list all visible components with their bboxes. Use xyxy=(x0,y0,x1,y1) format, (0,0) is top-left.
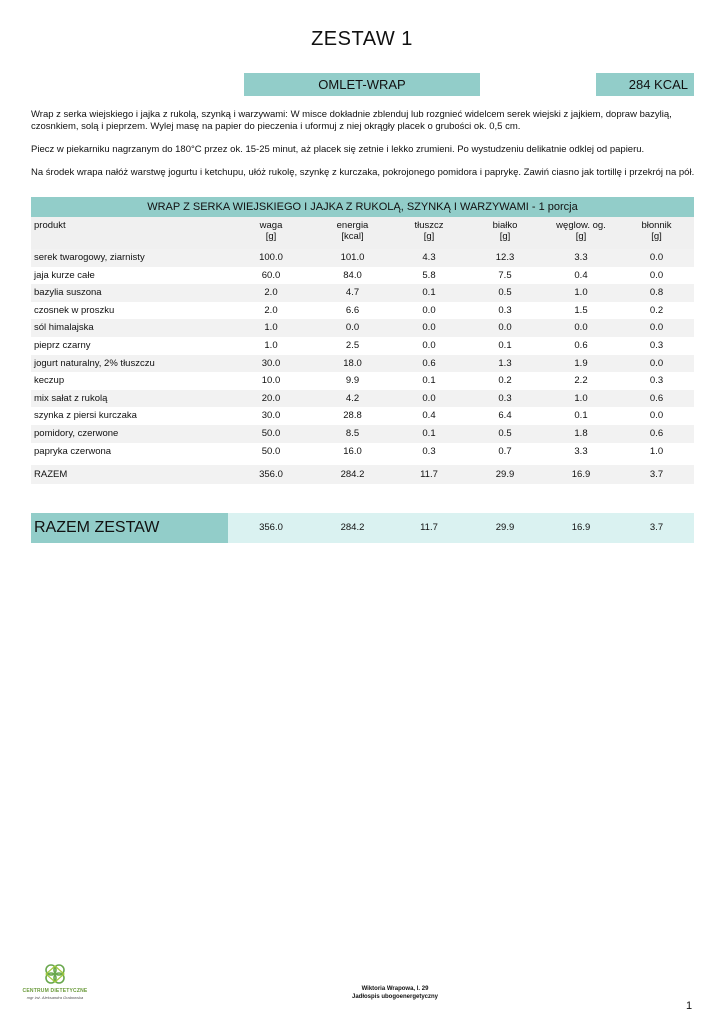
value-cell: 0.3 xyxy=(498,304,512,316)
product-cell: serek twarogowy, ziarnisty xyxy=(34,252,145,263)
value-cell: 18.0 xyxy=(343,357,362,369)
product-cell: czosnek w proszku xyxy=(34,304,115,316)
header-cell: tłuszcz [g] xyxy=(414,220,444,242)
table-row xyxy=(31,249,694,267)
table-row xyxy=(31,407,694,425)
value-cell: 0.6 xyxy=(422,357,436,369)
meal-kcal-label: 284 KCAL xyxy=(596,73,694,96)
header-cell: błonnik [g] xyxy=(641,220,672,242)
value-cell: 1.0 xyxy=(649,445,664,457)
value-cell: 0.6 xyxy=(649,392,664,404)
value-cell: 6.4 xyxy=(498,410,512,422)
instruction-paragraph: Na środek wrapa nałóż warstwę jogurtu i ketchupu, ułóż rukolę, szynkę z kurczaka, pokrojonego pomidora i paprykę. Zawiń ciasno jak tortillę i przekrój na pół. xyxy=(31,167,695,178)
product-cell: mix sałat z rukolą xyxy=(34,392,108,404)
instructions xyxy=(31,109,695,190)
total-cell: 16.9 xyxy=(571,522,591,533)
value-cell: 84.0 xyxy=(343,269,362,281)
product-cell: pieprz czarny xyxy=(34,339,91,351)
recipe-table xyxy=(31,197,694,484)
sum-cell: 284.2 xyxy=(340,469,365,481)
value-cell: 0.3 xyxy=(498,392,512,404)
product-cell: papryka czerwona xyxy=(34,445,112,457)
product-cell: jogurt naturalny, 2% tłuszczu xyxy=(34,357,155,369)
value-cell: 20.0 xyxy=(261,392,281,404)
meal-name-label: OMLET-WRAP xyxy=(244,73,480,96)
logo-signature: mgr inż. Aleksandra Grabowska xyxy=(26,995,84,1000)
product-cell: szynka z piersi kurczaka xyxy=(34,410,137,422)
value-cell: 0.0 xyxy=(649,322,664,334)
sum-cell: 16.9 xyxy=(571,469,591,481)
table-row xyxy=(31,390,694,408)
sum-cell: RAZEM xyxy=(34,469,68,481)
value-cell: 0.1 xyxy=(422,287,436,299)
instruction-paragraph: Piecz w piekarniku nagrzanym do 180°C przez ok. 15-25 minut, aż placek się zetnie i lekko zrumieni. Po wystudzeniu delikatnie odklej od papieru. xyxy=(31,144,645,155)
table-row xyxy=(31,425,694,443)
value-cell: 0.3 xyxy=(422,445,436,457)
value-cell: 6.6 xyxy=(345,304,360,316)
footer-plan: Jadłospis ubogoenergetyczny xyxy=(351,994,439,1000)
value-cell: 0.3 xyxy=(649,339,664,351)
table-row xyxy=(31,267,694,285)
value-cell: 0.0 xyxy=(345,322,360,334)
header-cell: produkt xyxy=(34,220,66,231)
value-cell: 100.0 xyxy=(259,252,283,263)
value-cell: 0.2 xyxy=(498,375,512,387)
value-cell: 2.0 xyxy=(264,304,278,316)
value-cell: 0.0 xyxy=(422,339,436,351)
total-cell: 3.7 xyxy=(649,522,664,533)
value-cell: 28.8 xyxy=(343,410,362,422)
value-cell: 0.4 xyxy=(574,269,588,281)
table-row xyxy=(31,443,694,461)
value-cell: 12.3 xyxy=(495,252,515,263)
value-cell: 1.5 xyxy=(574,304,588,316)
value-cell: 0.0 xyxy=(649,252,664,263)
value-cell: 0.0 xyxy=(422,322,436,334)
value-cell: 0.0 xyxy=(422,392,436,404)
recipe-title: WRAP Z SERKA WIEJSKIEGO I JAJKA Z RUKOLĄ, SZYNKĄ I WARZYWAMI - 1 porcja xyxy=(31,197,694,217)
value-cell: 0.6 xyxy=(574,339,588,351)
product-cell: pomidory, czerwone xyxy=(34,427,119,439)
value-cell: 0.4 xyxy=(422,410,436,422)
value-cell: 0.3 xyxy=(649,375,664,387)
value-cell: 1.0 xyxy=(264,322,278,334)
value-cell: 0.0 xyxy=(574,322,588,334)
value-cell: 50.0 xyxy=(261,445,281,457)
value-cell: 5.8 xyxy=(422,269,436,281)
value-cell: 0.2 xyxy=(649,304,664,316)
value-cell: 0.0 xyxy=(498,322,512,334)
table-row xyxy=(31,302,694,320)
product-cell: keczup xyxy=(34,375,65,387)
knot-logo-icon xyxy=(42,962,68,986)
value-cell: 1.9 xyxy=(574,357,588,369)
header-cell: węglow. og. [g] xyxy=(556,220,606,242)
value-cell: 101.0 xyxy=(340,252,365,263)
value-cell: 0.0 xyxy=(649,269,664,281)
value-cell: 0.6 xyxy=(649,427,664,439)
set-total-row xyxy=(31,513,694,543)
table-row xyxy=(31,319,694,337)
table-row xyxy=(31,284,694,302)
footer-patient: Wiktoria Wrapowa, l. 29 xyxy=(361,986,429,992)
value-cell: 3.3 xyxy=(574,252,588,263)
header-cell: energia [kcal] xyxy=(336,220,369,242)
value-cell: 4.3 xyxy=(422,252,436,263)
value-cell: 7.5 xyxy=(498,269,512,281)
header-cell: waga [g] xyxy=(259,220,283,242)
value-cell: 8.5 xyxy=(345,427,360,439)
sum-cell: 356.0 xyxy=(259,469,283,481)
sum-cell: 29.9 xyxy=(495,469,515,481)
total-cell: 29.9 xyxy=(495,522,515,533)
logo xyxy=(20,962,90,1000)
value-cell: 30.0 xyxy=(261,410,281,422)
set-total-label: RAZEM ZESTAW xyxy=(31,513,228,543)
value-cell: 0.7 xyxy=(498,445,512,457)
value-cell: 1.0 xyxy=(264,339,278,351)
value-cell: 10.0 xyxy=(261,375,281,387)
total-cell: 11.7 xyxy=(420,522,438,533)
product-cell: bazylia suszona xyxy=(34,287,102,299)
table-body xyxy=(31,249,694,460)
value-cell: 0.0 xyxy=(649,357,664,369)
instruction-paragraph: Wrap z serka wiejskiego i jajka z rukolą, szynką i warzywami: W misce dokładnie zblenduj lub rozgnieć widelcem serek wiejski z jajkiem, dopraw bazylią, czosnkiem, solą i pieprzem. Wylej masę na papier do pieczenia i uformuj z niej okrągły placek o grubości ok. 0,5 cm. xyxy=(31,109,672,132)
value-cell: 0.1 xyxy=(574,410,588,422)
value-cell: 0.8 xyxy=(649,287,664,299)
table-row xyxy=(31,337,694,355)
value-cell: 0.0 xyxy=(649,410,664,422)
product-cell: sól himalajska xyxy=(34,322,94,334)
value-cell: 16.0 xyxy=(343,445,362,457)
value-cell: 4.2 xyxy=(345,392,360,404)
sum-cell: 3.7 xyxy=(649,469,664,481)
value-cell: 1.0 xyxy=(574,287,588,299)
value-cell: 1.8 xyxy=(574,427,588,439)
table-header-row xyxy=(31,217,694,249)
value-cell: 0.1 xyxy=(422,375,436,387)
value-cell: 30.0 xyxy=(261,357,281,369)
value-cell: 4.7 xyxy=(345,287,360,299)
product-cell: jaja kurze całe xyxy=(34,269,95,281)
value-cell: 3.3 xyxy=(574,445,588,457)
total-cell: 356.0 xyxy=(259,522,283,533)
value-cell: 2.2 xyxy=(574,375,588,387)
value-cell: 60.0 xyxy=(261,269,281,281)
page-title: ZESTAW 1 xyxy=(311,28,413,50)
value-cell: 50.0 xyxy=(261,427,281,439)
table-sum-row xyxy=(31,465,694,484)
value-cell: 0.1 xyxy=(422,427,436,439)
sum-cell: 11.7 xyxy=(420,469,438,481)
logo-name: CENTRUM DIETETYCZNE xyxy=(22,988,88,994)
value-cell: 1.0 xyxy=(574,392,588,404)
value-cell: 0.5 xyxy=(498,427,512,439)
header-cell: białko [g] xyxy=(492,220,518,242)
value-cell: 2.0 xyxy=(264,287,278,299)
page-number: 1 xyxy=(686,1000,693,1012)
value-cell: 0.1 xyxy=(498,339,512,351)
footer xyxy=(300,985,490,1001)
value-cell: 1.3 xyxy=(498,357,512,369)
value-cell: 0.5 xyxy=(498,287,512,299)
table-row xyxy=(31,355,694,373)
total-cell: 284.2 xyxy=(340,522,365,533)
table-row xyxy=(31,372,694,390)
value-cell: 9.9 xyxy=(345,375,360,387)
value-cell: 2.5 xyxy=(345,339,360,351)
set-total-values xyxy=(228,513,694,543)
value-cell: 0.0 xyxy=(422,304,436,316)
